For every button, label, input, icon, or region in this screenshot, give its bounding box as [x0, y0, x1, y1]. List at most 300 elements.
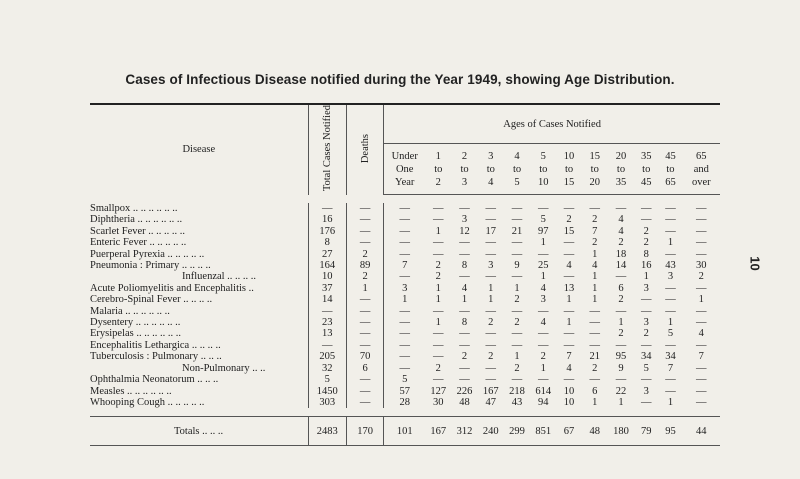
- table-row: [90, 294, 720, 305]
- table-cell: 21: [589, 351, 601, 363]
- table-cell: 2: [488, 317, 494, 329]
- table-row: [90, 317, 720, 328]
- table-cell: 176: [308, 226, 346, 237]
- table-cell: 6: [346, 363, 383, 374]
- table-cell: —: [696, 374, 707, 386]
- table-cell: 3: [384, 283, 425, 294]
- disease-name: Totals .. .. ..: [90, 417, 308, 446]
- table-cell: —: [384, 237, 425, 248]
- table-cell: —: [308, 340, 346, 351]
- table-cell: 240: [478, 417, 504, 446]
- table-cell: 2: [643, 328, 649, 340]
- table-cell: —: [641, 203, 652, 214]
- table-cell: 226: [456, 385, 473, 397]
- table-cell: 4: [540, 317, 546, 329]
- table-cell: —: [511, 271, 523, 283]
- table-row: [90, 374, 720, 385]
- table-cell: —: [615, 305, 627, 317]
- table-cell: 1450: [308, 386, 346, 397]
- table-cell: —: [459, 271, 470, 283]
- table-cell: 1: [435, 294, 441, 306]
- table-cell: —: [459, 339, 470, 351]
- page-title: Cases of Infectious Disease notified during the Year 1949, showing Age Distribution.: [125, 72, 675, 87]
- table-cell: —: [538, 328, 549, 340]
- table-cell: —: [641, 339, 652, 351]
- table-cell: 2: [346, 271, 383, 282]
- table-cell: 1: [667, 237, 674, 249]
- table-cell: —: [384, 351, 425, 362]
- table-row: [90, 397, 720, 408]
- page-number: 10: [747, 256, 763, 271]
- table-cell: —: [433, 214, 444, 226]
- table-cell: 27: [308, 249, 346, 260]
- table-cell: 180: [608, 417, 634, 446]
- table-cell: —: [346, 386, 383, 397]
- table-cell: —: [696, 339, 707, 351]
- table-cell: —: [459, 328, 470, 340]
- table-cell: 2: [435, 260, 441, 272]
- table-cell: 1: [592, 282, 598, 294]
- table-cell: 67: [556, 417, 581, 446]
- table-cell: 9: [514, 260, 520, 272]
- table-cell: —: [511, 237, 523, 249]
- table-cell: 7: [566, 351, 572, 363]
- table-cell: 170: [346, 417, 383, 446]
- disease-name: Enteric Fever .. .. .. .. ..: [90, 237, 187, 249]
- table-cell: —: [433, 203, 444, 214]
- age-group-header: 20 to 35: [608, 144, 634, 195]
- table-cell: —: [459, 203, 470, 214]
- table-cell: —: [511, 305, 523, 317]
- table-row: [90, 203, 720, 214]
- table-cell: 1: [592, 248, 598, 260]
- table-cell: 1: [566, 294, 572, 306]
- table-cell: 1: [592, 396, 598, 408]
- table-row: [90, 386, 720, 397]
- table-cell: —: [589, 305, 601, 317]
- table-cell: 3: [643, 317, 649, 329]
- table-cell: 1: [592, 271, 598, 283]
- table-cell: 30: [433, 396, 444, 408]
- table-cell: 1: [514, 282, 520, 294]
- table-cell: —: [563, 271, 575, 283]
- table-cell: 1: [435, 225, 441, 237]
- table-cell: 5: [643, 362, 649, 374]
- table-cell: 127: [430, 385, 447, 397]
- disease-name: Ophthalmia Neonatorum .. .. ..: [90, 374, 219, 386]
- table-cell: —: [384, 203, 425, 214]
- table-cell: 2: [488, 351, 494, 363]
- table-cell: 48: [459, 396, 470, 408]
- table-cell: —: [615, 271, 627, 283]
- table-row: [90, 283, 720, 294]
- table-cell: 57: [384, 386, 425, 397]
- table-cell: —: [696, 225, 707, 237]
- table-cell: 8: [461, 260, 468, 272]
- table-cell: 101: [384, 417, 425, 446]
- table-cell: —: [696, 305, 707, 317]
- table-row: [90, 328, 720, 339]
- table-cell: —: [346, 340, 383, 351]
- table-cell: —: [459, 374, 470, 386]
- table-cell: —: [696, 248, 707, 260]
- table-row: [90, 351, 720, 362]
- table-cell: 3: [540, 294, 546, 306]
- table-cell: 13: [308, 328, 346, 339]
- table-cell: 17: [485, 225, 497, 237]
- disease-name: Measles .. .. .. .. .. ..: [90, 385, 172, 397]
- table-cell: 2: [566, 214, 572, 226]
- disease-name: Malaria .. .. .. .. .. ..: [90, 305, 170, 317]
- table-cell: —: [538, 248, 549, 260]
- table-cell: —: [485, 362, 497, 374]
- table-cell: 12: [459, 225, 470, 237]
- table-cell: 1: [592, 294, 598, 306]
- table-cell: 4: [566, 260, 572, 272]
- table-cell: 16: [641, 260, 652, 272]
- table-cell: —: [563, 248, 575, 260]
- table-cell: —: [308, 203, 346, 214]
- header-total-cases: Total Cases Notified: [308, 104, 346, 195]
- disease-name: Dysentery .. .. .. .. .. ..: [90, 317, 181, 329]
- table-cell: 1: [618, 396, 624, 408]
- age-group-header: 10 to 15: [556, 144, 581, 195]
- table-cell: 1: [540, 362, 546, 374]
- table-cell: 44: [683, 417, 720, 446]
- table-cell: —: [485, 214, 497, 226]
- table-cell: 7: [592, 225, 598, 237]
- table-cell: 21: [511, 225, 523, 237]
- disease-table: [90, 103, 720, 446]
- table-cell: —: [511, 203, 523, 214]
- table-cell: —: [563, 339, 575, 351]
- table-cell: 6: [592, 385, 598, 397]
- table-cell: —: [696, 396, 707, 408]
- table-cell: 8: [643, 248, 649, 260]
- table-cell: —: [538, 374, 549, 386]
- table-cell: 97: [538, 225, 549, 237]
- table-cell: —: [346, 397, 383, 408]
- table-cell: 95: [615, 351, 627, 363]
- table-cell: —: [346, 294, 383, 305]
- table-cell: —: [563, 328, 575, 340]
- table-cell: 23: [308, 317, 346, 328]
- table-cell: —: [485, 339, 497, 351]
- table-cell: —: [346, 374, 383, 385]
- table-cell: 1: [643, 271, 649, 283]
- table-cell: 30: [696, 260, 707, 272]
- table-cell: —: [459, 362, 470, 374]
- table-cell: —: [665, 339, 676, 351]
- table-cell: 2: [346, 249, 383, 260]
- table-cell: —: [346, 214, 383, 225]
- disease-name: Puerperal Pyrexia .. .. .. .. ..: [90, 248, 205, 260]
- table-cell: —: [665, 203, 676, 214]
- table-cell: —: [665, 225, 676, 237]
- table-cell: 10: [563, 385, 575, 397]
- disease-name: Encephalitis Lethargica .. .. .. ..: [90, 339, 221, 351]
- table-cell: 2: [514, 362, 520, 374]
- table-cell: 1: [618, 317, 624, 329]
- table-cell: 2: [514, 317, 520, 329]
- table-cell: —: [641, 396, 652, 408]
- table-row: [90, 214, 720, 225]
- table-cell: 5: [540, 214, 546, 226]
- table-cell: —: [696, 385, 707, 397]
- age-group-header: 5 to 10: [530, 144, 556, 195]
- table-cell: 43: [511, 396, 523, 408]
- table-cell: 22: [615, 385, 627, 397]
- table-row: [90, 226, 720, 237]
- table-cell: 2: [592, 362, 598, 374]
- table-cell: —: [433, 351, 444, 363]
- table-cell: 1: [488, 294, 494, 306]
- table-cell: —: [433, 374, 444, 386]
- table-cell: 7: [667, 362, 674, 374]
- table-row: [90, 249, 720, 260]
- table-cell: —: [665, 248, 676, 260]
- table-cell: 851: [530, 417, 556, 446]
- table-cell: 312: [451, 417, 477, 446]
- disease-name: Scarlet Fever .. .. .. .. ..: [90, 225, 186, 237]
- table-cell: —: [485, 203, 497, 214]
- table-cell: —: [459, 305, 470, 317]
- table-cell: —: [665, 214, 676, 226]
- table-cell: —: [696, 362, 707, 374]
- table-cell: —: [346, 203, 383, 214]
- table-cell: —: [538, 305, 549, 317]
- table-cell: 34: [641, 351, 652, 363]
- table-cell: 32: [308, 363, 346, 374]
- table-cell: 218: [509, 385, 525, 397]
- table-cell: 34: [665, 351, 676, 363]
- table-cell: 1: [346, 283, 383, 294]
- table-cell: 89: [346, 260, 383, 271]
- table-cell: 3: [643, 282, 649, 294]
- table-row: [90, 271, 720, 282]
- table-cell: —: [433, 305, 444, 317]
- table-cell: —: [308, 306, 346, 317]
- table-cell: 4: [618, 214, 624, 226]
- age-group-header: 45 to 65: [658, 144, 682, 195]
- table-cell: 167: [482, 385, 499, 397]
- table-cell: —: [589, 328, 601, 340]
- table-cell: 25: [538, 260, 549, 272]
- table-cell: —: [384, 363, 425, 374]
- table-cell: 13: [563, 282, 575, 294]
- table-cell: —: [485, 248, 497, 260]
- table-cell: —: [384, 340, 425, 351]
- table-cell: 2: [618, 294, 624, 306]
- table-cell: 2: [592, 214, 598, 226]
- table-cell: 7: [384, 260, 425, 271]
- table-cell: —: [433, 328, 444, 340]
- table-cell: 2: [592, 237, 598, 249]
- table-cell: 9: [618, 362, 624, 374]
- table-cell: —: [563, 203, 575, 214]
- table-cell: 205: [308, 351, 346, 362]
- header-ages: Ages of Cases Notified: [384, 104, 720, 144]
- table-cell: 4: [698, 328, 704, 340]
- table-row: [90, 363, 720, 374]
- table-cell: —: [511, 248, 523, 260]
- table-cell: 2: [698, 271, 704, 283]
- table-cell: 2: [435, 362, 441, 374]
- table-cell: —: [696, 317, 707, 329]
- table-cell: 1: [566, 317, 572, 329]
- table-cell: —: [563, 374, 575, 386]
- table-cell: 164: [308, 260, 346, 271]
- table-row: [90, 306, 720, 317]
- table-cell: —: [665, 374, 676, 386]
- table-cell: 48: [582, 417, 608, 446]
- table-cell: —: [563, 305, 575, 317]
- table-cell: 4: [618, 225, 624, 237]
- table-cell: 6: [618, 282, 624, 294]
- table-cell: —: [589, 203, 601, 214]
- table-cell: —: [615, 339, 627, 351]
- age-group-header: Under One Year: [384, 144, 425, 195]
- table-cell: 3: [461, 214, 468, 226]
- table-cell: —: [384, 328, 425, 339]
- table-cell: —: [589, 317, 601, 329]
- table-cell: 2: [461, 351, 468, 363]
- table-cell: —: [433, 339, 444, 351]
- disease-name: Non-Pulmonary .. ..: [182, 362, 266, 374]
- table-cell: 47: [485, 396, 497, 408]
- table-cell: 14: [308, 294, 346, 305]
- disease-name: Influenzal .. .. .. ..: [182, 271, 257, 283]
- table-cell: 2: [618, 237, 624, 249]
- table-cell: —: [538, 339, 549, 351]
- table-cell: 14: [615, 260, 627, 272]
- age-group-header: 35 to 45: [634, 144, 658, 195]
- table-cell: 70: [346, 351, 383, 362]
- table-row: [90, 340, 720, 351]
- header-disease: Disease: [90, 104, 308, 195]
- disease-name: Cerebro-Spinal Fever .. .. .. ..: [90, 294, 213, 306]
- table-cell: —: [346, 237, 383, 248]
- table-cell: 3: [667, 271, 674, 283]
- table-cell: —: [459, 248, 470, 260]
- table-cell: 5: [308, 374, 346, 385]
- disease-name: Smallpox .. .. .. .. .. ..: [90, 203, 178, 214]
- table-cell: 2: [643, 225, 649, 237]
- header-deaths: Deaths: [346, 104, 383, 195]
- table-cell: 2: [514, 294, 520, 306]
- table-cell: 1: [461, 294, 468, 306]
- table-cell: 2483: [308, 417, 346, 446]
- table-row: [90, 260, 720, 271]
- table-cell: —: [433, 237, 444, 249]
- disease-name: Whooping Cough .. .. .. .. ..: [90, 396, 205, 408]
- table-cell: 4: [592, 260, 598, 272]
- table-cell: 10: [563, 396, 575, 408]
- table-cell: 2: [643, 237, 649, 249]
- table-cell: 5: [667, 328, 674, 340]
- table-cell: —: [615, 374, 627, 386]
- table-cell: —: [346, 306, 383, 317]
- table-cell: 1: [514, 351, 520, 363]
- table-cell: —: [665, 305, 676, 317]
- table-cell: 2: [618, 328, 624, 340]
- table-cell: —: [641, 214, 652, 226]
- table-cell: 1: [435, 282, 441, 294]
- table-cell: —: [384, 317, 425, 328]
- table-cell: 95: [658, 417, 682, 446]
- table-cell: —: [433, 248, 444, 260]
- table-cell: —: [641, 305, 652, 317]
- totals-row: [90, 417, 720, 446]
- table-cell: —: [485, 328, 497, 340]
- table-cell: —: [511, 339, 523, 351]
- table-cell: 15: [563, 225, 575, 237]
- table-cell: 10: [308, 271, 346, 282]
- table-cell: —: [665, 385, 676, 397]
- table-cell: 4: [461, 282, 468, 294]
- table-cell: —: [485, 237, 497, 249]
- disease-name: Acute Poliomyelitis and Encephalitis ..: [90, 282, 254, 294]
- table-cell: 1: [698, 294, 704, 306]
- table-cell: 1: [667, 317, 674, 329]
- table-cell: —: [589, 374, 601, 386]
- table-cell: 299: [504, 417, 530, 446]
- table-cell: 8: [308, 237, 346, 248]
- table-cell: —: [696, 237, 707, 249]
- table-cell: —: [641, 294, 652, 306]
- table-cell: —: [696, 203, 707, 214]
- table-cell: 37: [308, 283, 346, 294]
- table-cell: 7: [698, 351, 704, 363]
- table-cell: —: [563, 237, 575, 249]
- table-cell: 94: [538, 396, 549, 408]
- disease-name: Tuberculosis : Pulmonary .. .. ..: [90, 351, 222, 363]
- table-cell: —: [485, 374, 497, 386]
- table-cell: 18: [615, 248, 627, 260]
- table-cell: —: [384, 214, 425, 225]
- disease-name: Erysipelas .. .. .. .. .. ..: [90, 328, 181, 340]
- table-cell: 1: [435, 317, 441, 329]
- table-cell: 4: [566, 362, 572, 374]
- table-cell: 303: [308, 397, 346, 408]
- age-group-header: 2 to 3: [451, 144, 477, 195]
- table-cell: 614: [535, 385, 552, 397]
- table-cell: 8: [461, 317, 468, 329]
- table-cell: 16: [308, 214, 346, 225]
- table-cell: 1: [540, 271, 546, 283]
- age-group-header: 1 to 2: [425, 144, 451, 195]
- table-cell: 167: [425, 417, 451, 446]
- age-group-header: 15 to 20: [582, 144, 608, 195]
- table-cell: —: [615, 203, 627, 214]
- age-group-header: 65 and over: [683, 144, 720, 195]
- age-group-header: 4 to 5: [504, 144, 530, 195]
- table-cell: 3: [643, 385, 649, 397]
- table-cell: —: [665, 294, 676, 306]
- table-cell: —: [696, 214, 707, 226]
- table-cell: —: [346, 226, 383, 237]
- table-cell: —: [346, 328, 383, 339]
- table-cell: 3: [488, 260, 494, 272]
- table-cell: —: [384, 271, 425, 282]
- table-row: [90, 237, 720, 248]
- table-cell: —: [665, 282, 676, 294]
- table-cell: —: [485, 305, 497, 317]
- table-cell: 1: [488, 282, 494, 294]
- table-cell: 2: [435, 271, 441, 283]
- table-cell: —: [346, 317, 383, 328]
- table-cell: —: [384, 306, 425, 317]
